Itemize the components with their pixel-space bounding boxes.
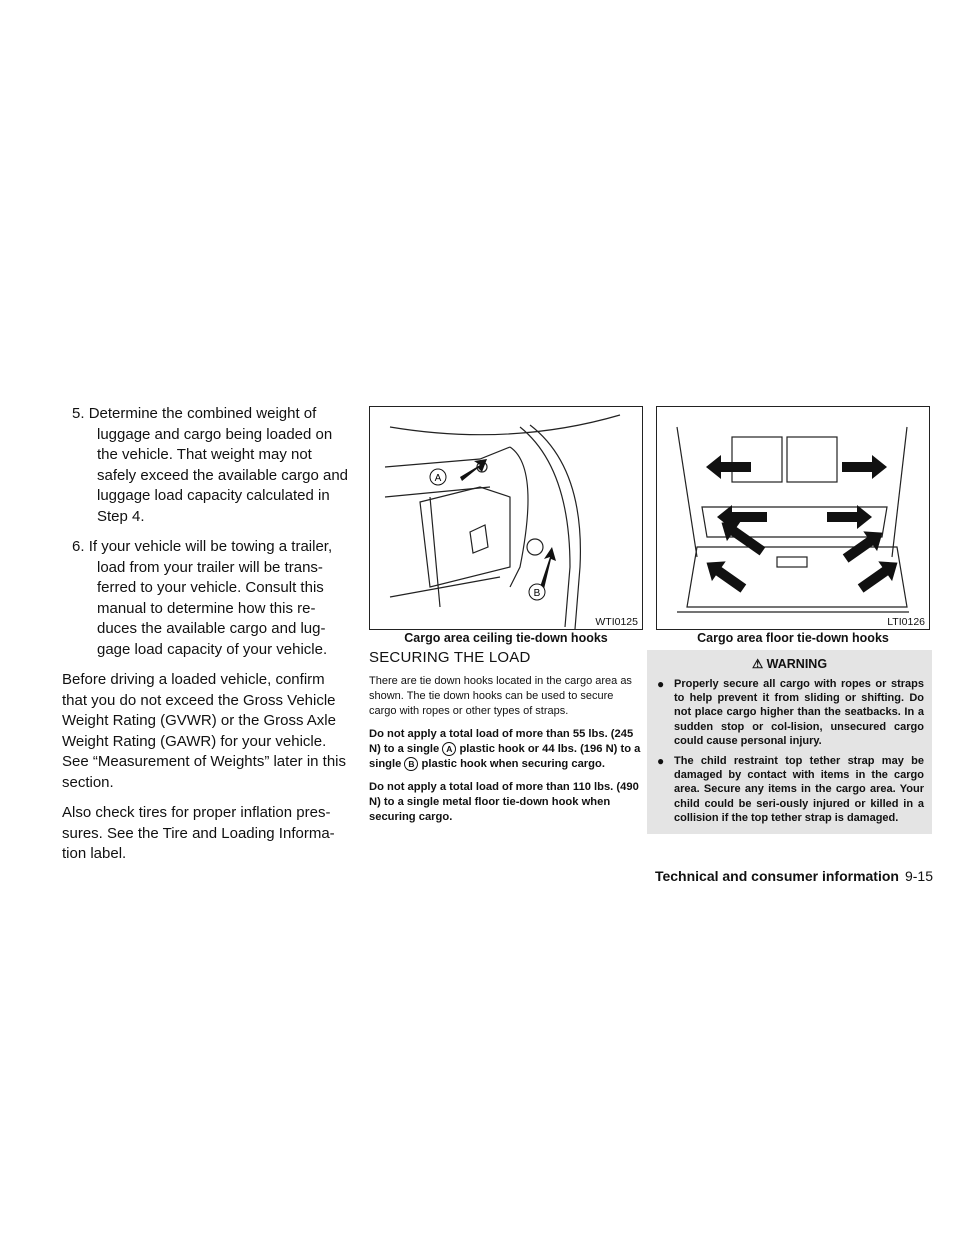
- arrow-a-icon: [460, 459, 487, 481]
- arrow-icon: [706, 455, 751, 479]
- bullet-icon: ●: [657, 754, 665, 769]
- warning-box: [647, 650, 932, 834]
- label-a: A: [434, 473, 442, 484]
- caption-ceiling-hooks: Cargo area ceiling tie-down hooks: [404, 631, 608, 645]
- bullet-icon: ●: [657, 677, 665, 691]
- warning-list: [647, 677, 932, 825]
- arrow-icon: [842, 455, 887, 479]
- paragraph-confirm-ratings: Before driving a loaded vehicle, confirm that you do not exceed the Gross Vehicle Weight Rating (GVWR) or the Gross Axle Weight Rating (GAWR) for your vehicle. See “Measurement of Weights” later in this section.: [62, 671, 347, 791]
- caption-floor-hooks: Cargo area floor tie-down hooks: [697, 631, 889, 645]
- section-heading: SECURING THE LOAD: [369, 649, 531, 666]
- paragraph-check-tires: Also check tires for proper inflation pres-sures. See the Tire and Loading Informa-tion label.: [62, 804, 335, 862]
- ceiling-hooks-illustration: [370, 407, 642, 629]
- arrow-icon: [839, 523, 890, 568]
- figure-code: WTI0125: [595, 616, 638, 628]
- floor-hook-load-limit: Do not apply a total load of more than 110 lbs. (490 N) to a single metal floor tie-down hook when securing cargo.: [369, 781, 639, 823]
- page-footer: [655, 868, 933, 884]
- footer-section-title: Technical and consumer information: [654, 868, 899, 884]
- plastic-hook-load-limit: Do not apply a total load of more than 55 lbs. (245 N) to a single A plastic hook or 44 lbs. (196 N) to a single B plastic hook when securing cargo.: [369, 728, 641, 770]
- warning-triangle-icon: ⚠: [751, 657, 764, 671]
- warning-item: ● Properly secure all cargo with ropes or straps to help prevent it from sliding or shifting. Do not place cargo higher than the seatbacks. In a sudden stop or col-lision, unsecured cargo could cause personal injury.: [657, 677, 924, 747]
- warning-item: ● The child restraint top tether strap may be damaged by contact with items in the cargo area. Secure any items in the cargo area. Your child could be seri-ously injured or killed in a collision if the top tether strap is damaged.: [657, 754, 924, 824]
- circle-a-icon: A: [442, 742, 456, 756]
- securing-load-section: [369, 650, 641, 833]
- left-column: [62, 404, 350, 875]
- section-intro: There are tie down hooks located in the cargo area as shown. The tie down hooks can be used to secure cargo with ropes or other types of straps.: [369, 675, 632, 717]
- step-6: 6. If your vehicle will be towing a trailer, load from your trailer will be trans-ferred to your vehicle. Consult this manual to determine how this re-duces the available cargo and lug-gage load capacity of your vehicle.: [72, 538, 333, 658]
- figure-code: LTI0126: [887, 616, 925, 628]
- arrow-b-icon: [540, 547, 556, 589]
- page-number: 9-15: [904, 868, 933, 884]
- floor-hooks-illustration: [657, 407, 929, 629]
- label-b: B: [533, 588, 541, 599]
- arrow-icon: [854, 553, 905, 598]
- step-5: 5. Determine the combined weight of luggage and cargo being loaded on the vehicle. That weight may not safely exceed the available cargo and luggage load capacity calculated in Step 4.: [72, 405, 349, 525]
- figure-ceiling-hooks: [369, 406, 643, 630]
- arrow-icon: [827, 505, 872, 529]
- figure-floor-hooks: [656, 406, 930, 630]
- circle-b-icon: B: [404, 757, 418, 771]
- warning-heading: ⚠ WARNING: [751, 657, 828, 671]
- arrow-icon: [700, 553, 751, 598]
